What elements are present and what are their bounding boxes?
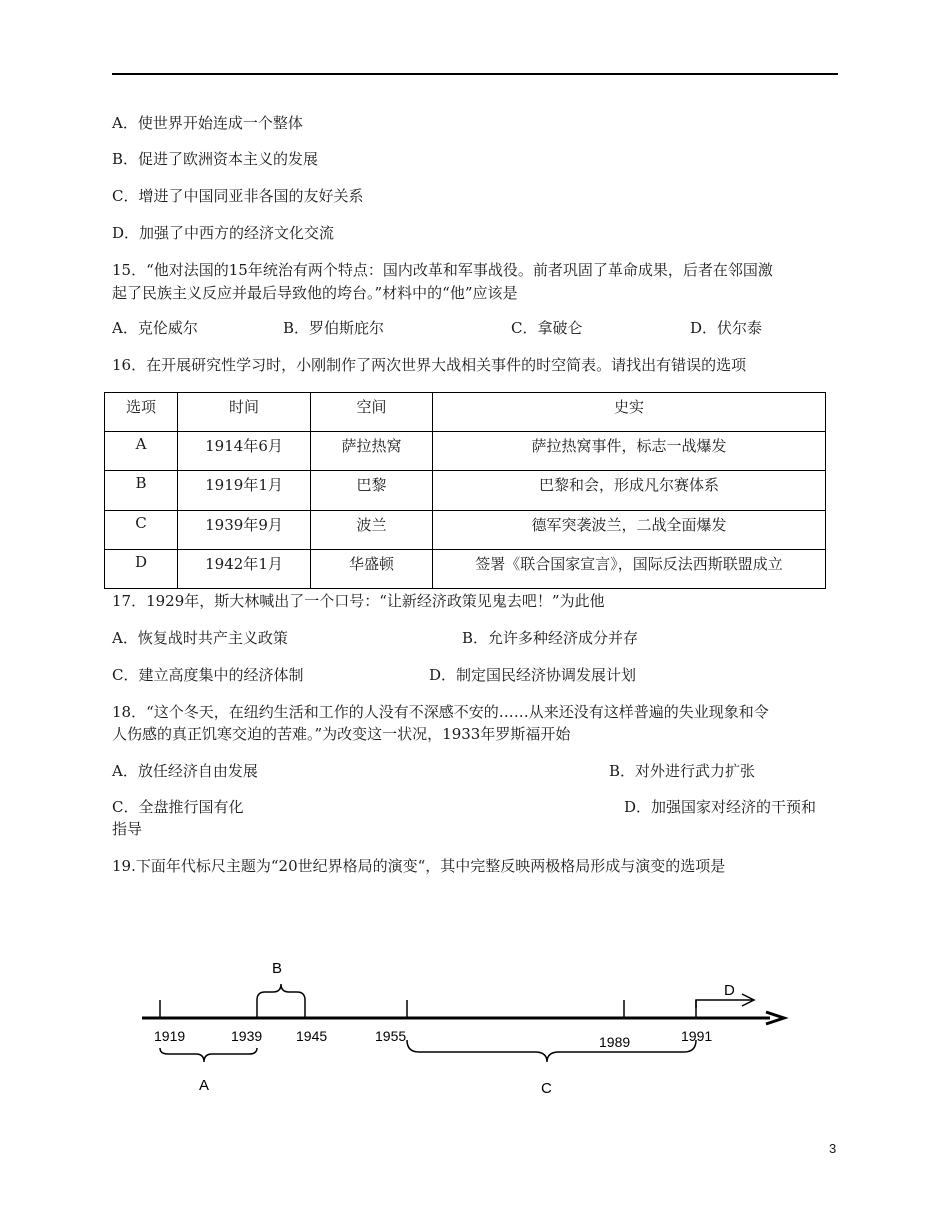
table-row: [105, 471, 826, 510]
table-cell: 巴黎和会，形成凡尔赛体系: [433, 471, 826, 510]
table-cell: B: [105, 471, 178, 510]
q17-option-b: B．允许多种经济成分并存: [462, 629, 639, 647]
table-header: 史实: [433, 393, 826, 432]
year-label: 1919: [154, 1028, 186, 1044]
table-cell: 1914年6月: [178, 432, 311, 471]
table-cell: 华盛顿: [311, 549, 433, 588]
table-row: [105, 510, 826, 549]
year-label: 1939: [231, 1028, 263, 1044]
table-header: 空间: [311, 393, 433, 432]
q18-option-d-continued: 指导: [112, 820, 143, 838]
table-cell: C: [105, 510, 178, 549]
table-cell: 1919年1月: [178, 471, 311, 510]
brace-b: [257, 984, 305, 1000]
year-label: 1991: [681, 1028, 713, 1044]
q15-stem-line2: 起了民族主义反应并最后导致他的垮台。”材料中的“他”应该是: [112, 284, 518, 302]
table-cell: 萨拉热窝: [311, 432, 433, 471]
q14-option-d: D．加强了中西方的经济文化交流: [112, 224, 335, 242]
q14-option-a: A．使世界开始连成一个整体: [112, 114, 303, 132]
q15-stem-line1: 15．“他对法国的15年统治有两个特点：国内改革和军事战役。前者巩固了革命成果，后者在邻国激: [112, 261, 773, 279]
q19-stem: 19.下面年代标尺主题为“20世纪界格局的演变“，其中完整反映两极格局形成与演变的选项是: [112, 857, 726, 875]
brace-a: [160, 1048, 257, 1062]
q18-option-b: B．对外进行武力扩张: [609, 762, 756, 780]
arrow-d: [696, 1000, 752, 1008]
timeline-figure: [130, 950, 810, 1100]
q14-option-c: C．增进了中国同亚非各国的友好关系: [112, 187, 364, 205]
q17-stem: 17．1929年，斯大林喊出了一个口号：“让新经济政策见鬼去吧！”为此他: [112, 592, 605, 610]
table-cell: 德军突袭波兰，二战全面爆发: [433, 510, 826, 549]
header-rule: [112, 73, 838, 75]
table-row: [105, 432, 826, 471]
q17-option-c: C．建立高度集中的经济体制: [112, 666, 304, 684]
table-cell: 1942年1月: [178, 549, 311, 588]
page-number: 3: [829, 1141, 837, 1156]
table-cell: A: [105, 432, 178, 471]
q15-option-d: D．伏尔泰: [690, 319, 763, 337]
label-a: A: [199, 1077, 210, 1094]
q17-option-a: A．恢复战时共产主义政策: [112, 629, 288, 647]
q17-option-d: D．制定国民经济协调发展计划: [429, 666, 637, 684]
table-header: 选项: [105, 393, 178, 432]
history-table: [104, 392, 826, 589]
table-cell: 萨拉热窝事件，标志一战爆发: [433, 432, 826, 471]
q14-option-b: B．促进了欧洲资本主义的发展: [112, 150, 319, 168]
table-row: [105, 549, 826, 588]
q18-option-a: A．放任经济自由发展: [112, 762, 258, 780]
year-label: 1989: [599, 1034, 631, 1050]
table-cell: 签署《联合国家宣言》，国际反法西斯联盟成立: [433, 549, 826, 588]
q15-option-a: A．克伦威尔: [112, 319, 198, 337]
label-b: B: [272, 960, 283, 977]
q15-option-b: B．罗伯斯庇尔: [283, 319, 385, 337]
brace-c: [407, 1040, 696, 1062]
table-header-row: [105, 393, 826, 432]
q18-option-d: D．加强国家对经济的干预和: [624, 798, 817, 816]
q18-option-c: C．全盘推行国有化: [112, 798, 244, 816]
table-cell: 巴黎: [311, 471, 433, 510]
table-header: 时间: [178, 393, 311, 432]
q15-option-c: C．拿破仑: [511, 319, 583, 337]
label-c: C: [541, 1080, 552, 1097]
year-label: 1945: [296, 1028, 328, 1044]
table-cell: 1939年9月: [178, 510, 311, 549]
q16-stem: 16．在开展研究性学习时，小刚制作了两次世界大战相关事件的时空简表。请找出有错误的选项: [112, 356, 747, 374]
q18-stem-line2: 人伤感的真正饥寒交迫的苦难。”为改变这一状况，1933年罗斯福开始: [112, 725, 571, 743]
table-cell: 波兰: [311, 510, 433, 549]
q18-stem-line1: 18．“这个冬天，在纽约生活和工作的人没有不深感不安的……从来还没有这样普遍的失业现象和令: [112, 703, 769, 721]
label-d: D: [724, 982, 735, 999]
year-label: 1955: [375, 1028, 407, 1044]
table-cell: D: [105, 549, 178, 588]
